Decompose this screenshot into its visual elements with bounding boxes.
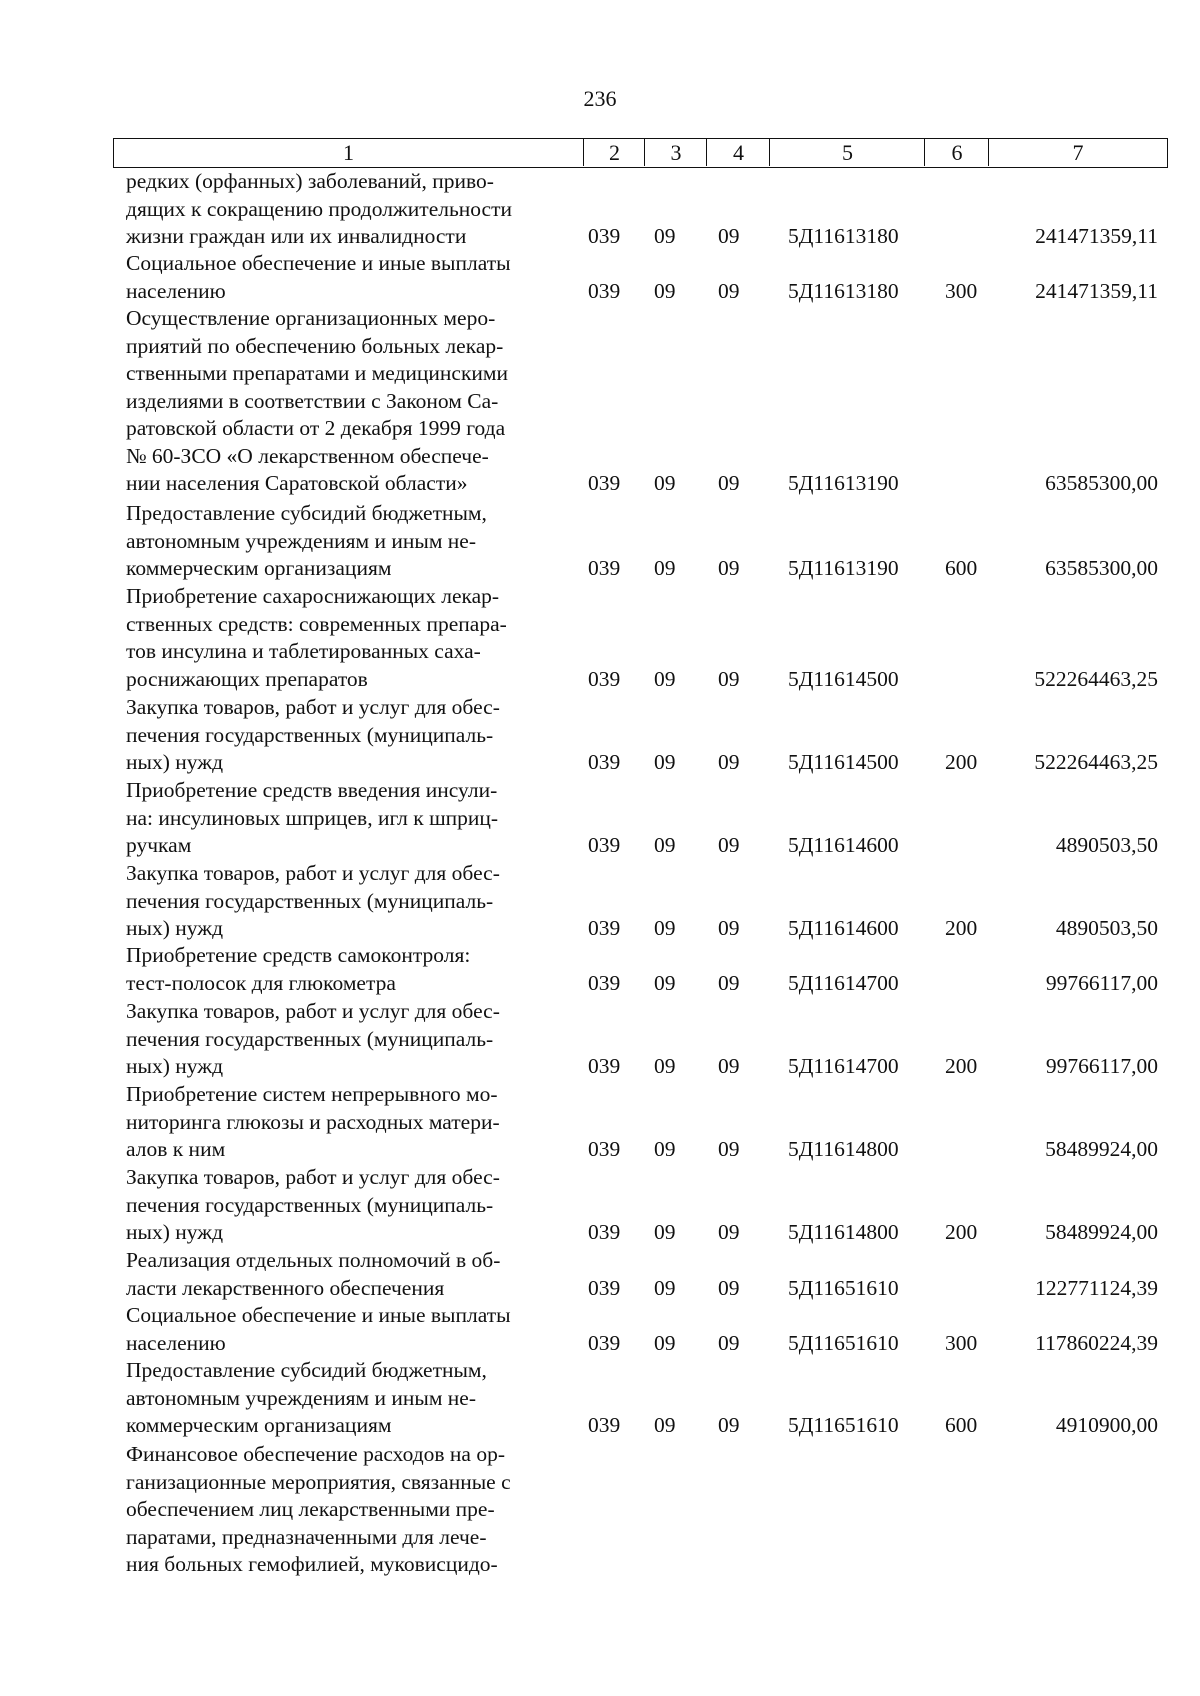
row-code-expense-type: 600	[945, 556, 978, 580]
row-code-ministry: 039	[588, 224, 621, 248]
row-code-section: 09	[654, 1220, 676, 1244]
header-col-1: 1	[343, 140, 354, 165]
row-code-ministry: 039	[588, 1220, 621, 1244]
row-code-target-article: 5Д11651610	[788, 1330, 899, 1355]
row-description: Осуществление организационных меро- приятий по обеспечению больных лекар- ственными препаратами и медицинскими изделиями в соответствии с Законом Са- ратовской области от 2 декабря 1999 года № 60-ЗСО «О лекарственном обеспече- нии населения Саратовской области»	[126, 306, 509, 495]
row-code-ministry: 039	[588, 1330, 621, 1355]
row-description: Социальное обеспечение и иные выплаты населению	[126, 1303, 511, 1355]
row-code-section: 09	[654, 666, 676, 691]
row-code-section: 09	[654, 1413, 676, 1437]
row-description: Приобретение систем непрерывного мо- ниторинга глюкозы и расходных матери- алов к ним	[126, 1082, 500, 1161]
row-code-section: 09	[654, 1137, 676, 1161]
row-code-section: 09	[654, 471, 676, 495]
row-amount: 99766117,00	[1045, 1054, 1158, 1078]
row-code-target-article: 5Д11613180	[788, 224, 899, 248]
row-code-ministry: 039	[588, 1275, 621, 1300]
row-code-expense-type: 300	[945, 278, 978, 303]
row-code-target-article: 5Д11651610	[788, 1413, 899, 1437]
row-code-ministry: 039	[588, 471, 621, 495]
row-amount: 122771124,39	[1035, 1275, 1158, 1300]
header-col-4: 4	[706, 139, 770, 166]
row-code-target-article: 5Д11613190	[788, 471, 899, 495]
row-code-ministry: 039	[588, 1413, 621, 1437]
row-code-subsection: 09	[718, 666, 740, 691]
row-amount: 4890503,50	[1055, 916, 1158, 940]
table-row	[0, 777, 1200, 860]
row-amount: 241471359,11	[1035, 278, 1158, 303]
row-amount: 63585300,00	[1045, 471, 1158, 495]
header-col-5: 5	[769, 139, 925, 166]
table-row	[0, 500, 1200, 583]
row-code-subsection: 09	[718, 1054, 740, 1078]
row-code-expense-type: 200	[945, 1054, 978, 1078]
row-code-target-article: 5Д11614600	[788, 916, 899, 940]
row-code-section: 09	[654, 556, 676, 580]
row-code-subsection: 09	[718, 278, 740, 303]
row-code-expense-type: 300	[945, 1330, 978, 1355]
row-code-target-article: 5Д11614800	[788, 1220, 899, 1244]
row-amount: 4910900,00	[1055, 1413, 1158, 1437]
row-code-expense-type: 200	[945, 750, 978, 774]
row-description: Закупка товаров, работ и услуг для обес- печения государственных (муниципаль- ных) нужд	[126, 1165, 500, 1244]
row-code-target-article: 5Д11614800	[788, 1137, 899, 1161]
table-row	[0, 998, 1200, 1081]
row-code-subsection: 09	[718, 1413, 740, 1437]
header-col-3: 3	[644, 139, 707, 166]
page-number: 236	[583, 86, 617, 111]
table-row	[0, 1302, 1200, 1357]
row-code-section: 09	[654, 1330, 676, 1355]
table-row	[0, 1441, 1200, 1579]
row-code-section: 09	[654, 916, 676, 940]
row-amount: 241471359,11	[1035, 224, 1158, 248]
table-row	[0, 860, 1200, 943]
row-code-subsection: 09	[718, 471, 740, 495]
row-description: Социальное обеспечение и иные выплаты населению	[126, 251, 511, 303]
row-code-target-article: 5Д11614700	[788, 1054, 899, 1078]
table-row	[0, 250, 1200, 305]
row-description: Приобретение средств введения инсули- на: инсулиновых шприцев, игл к шприц- ручкам	[126, 778, 499, 857]
row-code-expense-type: 600	[945, 1413, 978, 1437]
row-code-section: 09	[654, 833, 676, 857]
row-code-subsection: 09	[718, 1137, 740, 1161]
row-code-subsection: 09	[718, 1330, 740, 1355]
row-description: Финансовое обеспечение расходов на ор- ганизационные мероприятия, связанные с обеспечением лиц лекарственными пре- паратами, предназначенными для лече- ния больных гемофилией, муковисцидо-	[126, 1442, 511, 1576]
row-code-subsection: 09	[718, 833, 740, 857]
row-amount: 63585300,00	[1045, 556, 1158, 580]
row-code-subsection: 09	[718, 224, 740, 248]
row-amount: 522264463,25	[1034, 750, 1158, 774]
row-code-subsection: 09	[718, 750, 740, 774]
row-code-target-article: 5Д11614500	[788, 666, 899, 691]
header-col-2: 2	[583, 139, 645, 166]
row-code-target-article: 5Д11651610	[788, 1275, 899, 1300]
row-code-target-article: 5Д11614700	[788, 970, 899, 995]
table-row	[0, 1164, 1200, 1247]
row-description: Приобретение средств самоконтроля: тест-полосок для глюкометра	[126, 943, 471, 995]
row-code-target-article: 5Д11614500	[788, 750, 899, 774]
row-code-ministry: 039	[588, 1137, 621, 1161]
table-row	[0, 694, 1200, 777]
row-code-section: 09	[654, 970, 676, 995]
row-code-section: 09	[654, 278, 676, 303]
row-amount: 4890503,50	[1055, 833, 1158, 857]
row-code-section: 09	[654, 750, 676, 774]
row-code-ministry: 039	[588, 970, 621, 995]
row-description: Предоставление субсидий бюджетным, автономным учреждениям и иным не- коммерческим организациям	[126, 501, 487, 580]
row-code-ministry: 039	[588, 556, 621, 580]
table-row	[0, 1247, 1200, 1302]
row-code-ministry: 039	[588, 1054, 621, 1078]
row-code-target-article: 5Д11614600	[788, 833, 899, 857]
row-code-subsection: 09	[718, 970, 740, 995]
row-code-ministry: 039	[588, 833, 621, 857]
row-description: Приобретение сахароснижающих лекар- ственных средств: современных препара- тов инсулина и таблетированных саха- роснижающих препаратов	[126, 584, 507, 691]
row-code-ministry: 039	[588, 666, 621, 691]
header-col-6: 6	[924, 139, 989, 166]
row-description: Реализация отдельных полномочий в об- ласти лекарственного обеспечения	[126, 1248, 501, 1300]
row-code-expense-type: 200	[945, 916, 978, 940]
row-code-subsection: 09	[718, 916, 740, 940]
row-description: Закупка товаров, работ и услуг для обес- печения государственных (муниципаль- ных) нужд	[126, 861, 500, 940]
row-code-target-article: 5Д11613180	[788, 278, 899, 303]
table-row	[0, 1357, 1200, 1440]
table-row	[0, 583, 1200, 693]
table-row	[0, 168, 1200, 251]
table-row	[0, 1081, 1200, 1164]
row-amount: 117860224,39	[1035, 1330, 1158, 1355]
table-header	[113, 138, 1168, 168]
table-row	[0, 305, 1200, 498]
row-code-subsection: 09	[718, 556, 740, 580]
row-amount: 58489924,00	[1045, 1220, 1158, 1244]
row-code-ministry: 039	[588, 916, 621, 940]
row-code-subsection: 09	[718, 1275, 740, 1300]
row-description: Закупка товаров, работ и услуг для обес- печения государственных (муниципаль- ных) нужд	[126, 695, 500, 774]
row-amount: 522264463,25	[1034, 666, 1158, 691]
row-description: редких (орфанных) заболеваний, приво- дящих к сокращению продолжительности жизни граждан или их инвалидности	[126, 169, 513, 248]
row-code-section: 09	[654, 224, 676, 248]
row-code-section: 09	[654, 1054, 676, 1078]
row-code-target-article: 5Д11613190	[788, 556, 899, 580]
header-col-7: 7	[988, 139, 1167, 166]
row-code-ministry: 039	[588, 278, 621, 303]
row-amount: 58489924,00	[1045, 1137, 1158, 1161]
row-amount: 99766117,00	[1045, 970, 1158, 995]
row-code-subsection: 09	[718, 1220, 740, 1244]
row-code-ministry: 039	[588, 750, 621, 774]
row-code-section: 09	[654, 1275, 676, 1300]
table-row	[0, 942, 1200, 997]
row-description: Закупка товаров, работ и услуг для обес- печения государственных (муниципаль- ных) нужд	[126, 999, 500, 1078]
row-description: Предоставление субсидий бюджетным, автономным учреждениям и иным не- коммерческим организациям	[126, 1358, 487, 1437]
row-code-expense-type: 200	[945, 1220, 978, 1244]
